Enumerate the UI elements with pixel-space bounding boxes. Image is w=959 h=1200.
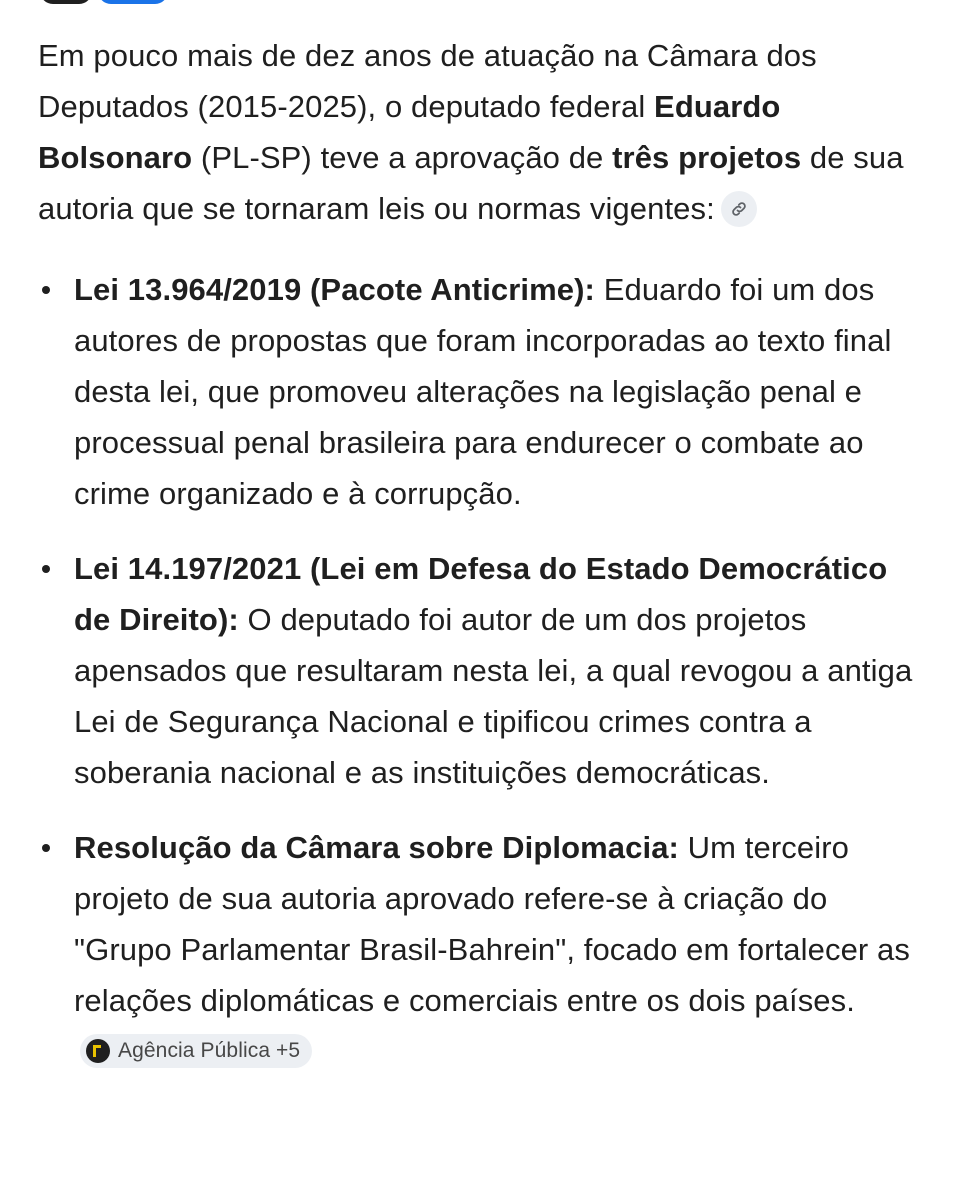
source-chip[interactable]: [80, 1034, 312, 1068]
list-item: [38, 264, 918, 519]
answer-content: [38, 30, 918, 1101]
bullet-icon: [42, 565, 50, 573]
intro-text-2: (PL-SP) teve a aprovação de: [192, 140, 613, 175]
bullet-icon: [42, 844, 50, 852]
item-title: Lei 14.197/2021 (Lei em Defesa do Estado Democrático de Direito):: [74, 551, 888, 637]
item-text: O deputado foi autor de um dos projetos apensados que resultaram nesta lei, a qual revogou a antiga Lei de Segurança Nacional e tipificou crimes contra a soberania nacional e as instituições democráticas.: [74, 602, 913, 790]
list-item: [38, 543, 918, 798]
item-title: Resolução da Câmara sobre Diplomacia:: [74, 830, 679, 865]
list-item: [38, 822, 918, 1077]
top-partial-icons: [40, 0, 140, 6]
intro-text-1: Em pouco mais de dez anos de atuação na Câmara dos Deputados (2015-2025), o deputado federal: [38, 38, 817, 124]
intro-text-3: de sua autoria que se tornaram leis ou normas vigentes:: [38, 140, 904, 226]
partial-blue-icon: [98, 0, 168, 4]
agencia-publica-logo-icon: [86, 1039, 110, 1063]
laws-list: [38, 264, 918, 1077]
source-chip-label: Agência Pública +5: [118, 1038, 301, 1062]
intro-name: Eduardo Bolsonaro: [38, 89, 781, 175]
item-title: Lei 13.964/2019 (Pacote Anticrime):: [74, 272, 595, 307]
intro-count: três projetos: [612, 140, 802, 175]
item-text: Eduardo foi um dos autores de propostas que foram incorporadas ao texto final desta lei, que promoveu alterações na legislação penal e processual penal brasileira para endurecer o combate ao crime organizado e à corrupção.: [74, 272, 892, 511]
item-text: Um terceiro projeto de sua autoria aprovado refere-se à criação do "Grupo Parlamentar Brasil-Bahrein", focado em fortalecer as relações diplomáticas e comerciais entre os dois países.: [74, 830, 910, 1018]
intro-paragraph: [38, 30, 918, 234]
bullet-icon: [42, 286, 50, 294]
link-icon[interactable]: [721, 191, 757, 227]
partial-app-icon: [40, 0, 92, 4]
